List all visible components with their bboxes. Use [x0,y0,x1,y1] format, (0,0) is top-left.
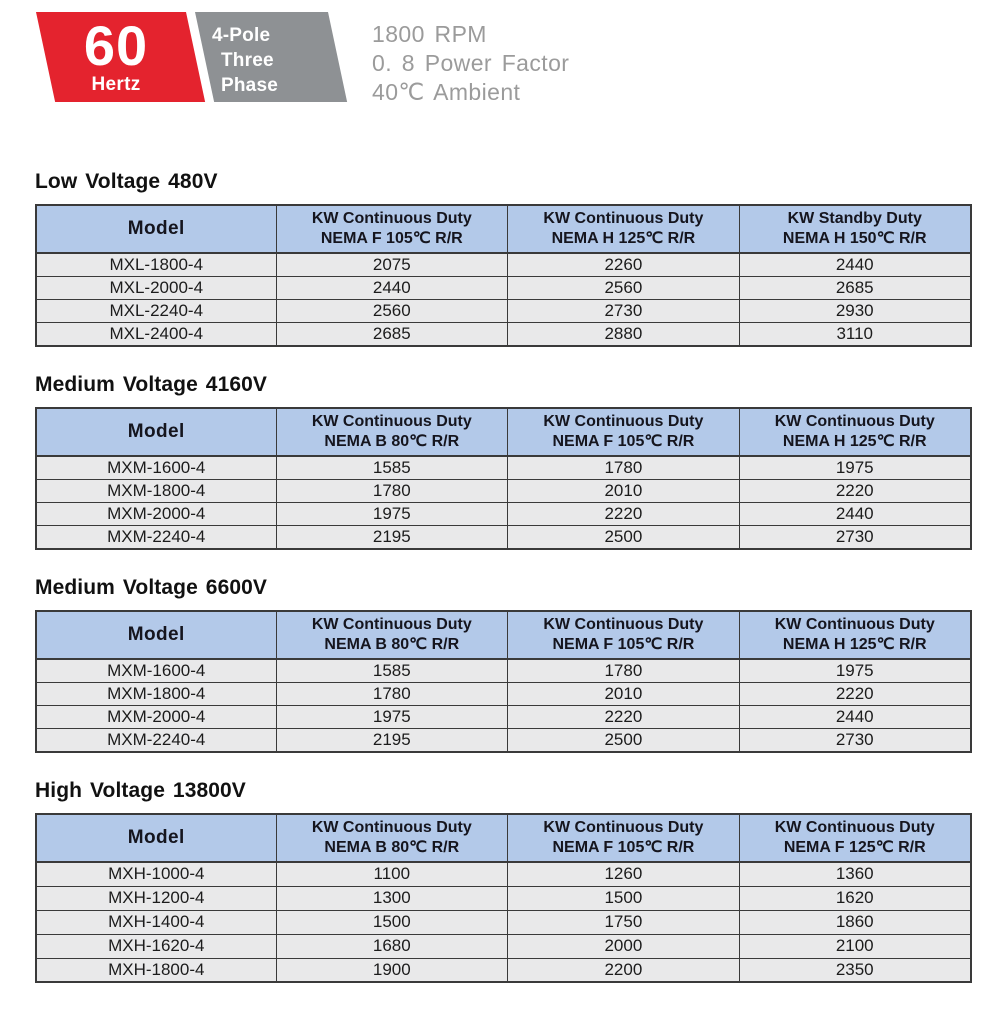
model-cell: MXL-2000-4 [36,277,276,300]
voltage-section [35,779,970,983]
table-row [36,910,971,934]
section-title: Medium Voltage 4160V [35,373,268,396]
kw-value-cell: 3110 [739,323,971,347]
kw-value-cell: 1300 [276,886,508,910]
kw-value-cell: 2685 [276,323,508,347]
voltage-sections [35,170,970,983]
column-title-line1: Model [127,624,185,645]
section-title: Low Voltage 480V [35,170,218,193]
kw-value-cell: 1750 [508,910,740,934]
column-title-line2: NEMA B 80℃ R/R [324,636,460,653]
spec-table [35,610,972,753]
spec-line-power-factor: 0. 8 Power Factor [372,50,570,76]
column-title-line1: KW Continuous Duty [543,819,704,836]
model-cell: MXM-2000-4 [36,706,276,729]
kw-value-cell: 1780 [508,659,740,683]
kw-column-header [739,408,971,456]
column-title-line1: KW Continuous Duty [311,616,472,633]
kw-value-cell: 2260 [508,253,740,277]
kw-value-cell: 2000 [508,934,740,958]
kw-value-cell: 2200 [508,958,740,982]
column-title-line1: KW Continuous Duty [543,413,704,430]
table-row [36,958,971,982]
kw-value-cell: 1585 [276,456,508,480]
model-cell: MXM-1600-4 [36,659,276,683]
kw-value-cell: 1585 [276,659,508,683]
model-column-header [36,814,276,862]
rating-conditions [372,12,569,107]
header-row [36,205,971,253]
column-title-line2: NEMA B 80℃ R/R [324,433,460,450]
kw-value-cell: 1860 [739,910,971,934]
kw-value-cell: 1500 [508,886,740,910]
header-badges [36,12,970,104]
kw-value-cell: 2075 [276,253,508,277]
kw-value-cell: 2440 [739,253,971,277]
kw-value-cell: 2440 [276,277,508,300]
frequency-badge [36,12,186,102]
kw-value-cell: 1780 [276,480,508,503]
kw-value-cell: 2220 [508,503,740,526]
table-row [36,934,971,958]
kw-value-cell: 1780 [508,456,740,480]
model-cell: MXL-2400-4 [36,323,276,347]
kw-value-cell: 2930 [739,300,971,323]
table-row [36,862,971,886]
column-title-line1: KW Continuous Duty [311,413,472,430]
kw-value-cell: 2500 [508,729,740,753]
kw-column-header [508,408,740,456]
pole-phase-badge [195,12,328,102]
spec-table [35,204,972,347]
table-row [36,277,971,300]
kw-value-cell: 2560 [276,300,508,323]
column-title-line2: NEMA B 80℃ R/R [324,839,460,856]
table-row [36,526,971,550]
column-title-line1: KW Continuous Duty [774,413,935,430]
model-cell: MXH-1620-4 [36,934,276,958]
column-title-line2: NEMA H 150℃ R/R [782,230,927,247]
table-row [36,729,971,753]
column-title-line2: NEMA F 105℃ R/R [320,230,463,247]
kw-column-header [276,611,508,659]
phase-label: Three Phase [221,50,278,96]
kw-value-cell: 1500 [276,910,508,934]
kw-value-cell: 2220 [508,706,740,729]
model-cell: MXM-2240-4 [36,729,276,753]
kw-value-cell: 2440 [739,706,971,729]
kw-value-cell: 1620 [739,886,971,910]
kw-value-cell: 2880 [508,323,740,347]
kw-column-header [508,611,740,659]
table-row [36,659,971,683]
model-cell: MXH-1800-4 [36,958,276,982]
kw-value-cell: 1975 [739,659,971,683]
column-title-line2: NEMA H 125℃ R/R [551,230,696,247]
voltage-section [35,373,970,550]
kw-value-cell: 2730 [739,729,971,753]
model-column-header [36,408,276,456]
kw-value-cell: 1975 [276,503,508,526]
kw-column-header [739,611,971,659]
voltage-section [35,576,970,753]
frequency-unit: Hertz [91,74,141,95]
model-cell: MXM-1800-4 [36,480,276,503]
column-title-line1: KW Continuous Duty [311,210,472,227]
table-row [36,503,971,526]
kw-value-cell: 2010 [508,480,740,503]
column-title-line1: KW Continuous Duty [543,616,704,633]
table-row [36,323,971,347]
model-cell: MXL-1800-4 [36,253,276,277]
model-cell: MXM-1600-4 [36,456,276,480]
kw-value-cell: 2195 [276,729,508,753]
kw-value-cell: 2500 [508,526,740,550]
kw-value-cell: 2100 [739,934,971,958]
kw-column-header [276,205,508,253]
kw-column-header [739,205,971,253]
column-title-line1: Model [127,218,185,239]
column-title-line2: NEMA H 125℃ R/R [782,636,927,653]
kw-value-cell: 1260 [508,862,740,886]
model-cell: MXH-1400-4 [36,910,276,934]
kw-value-cell: 2560 [508,277,740,300]
kw-value-cell: 2350 [739,958,971,982]
pole-label: 4-Pole [212,25,271,46]
model-cell: MXM-2000-4 [36,503,276,526]
kw-value-cell: 2220 [739,480,971,503]
table-row [36,886,971,910]
table-row [36,300,971,323]
kw-value-cell: 1360 [739,862,971,886]
column-title-line2: NEMA F 105℃ R/R [552,636,695,653]
kw-value-cell: 2685 [739,277,971,300]
column-title-line2: NEMA F 105℃ R/R [552,839,695,856]
column-title-line1: KW Continuous Duty [774,616,935,633]
kw-value-cell: 1680 [276,934,508,958]
kw-value-cell: 1780 [276,683,508,706]
spec-table [35,813,972,983]
table-row [36,706,971,729]
table-row [36,253,971,277]
model-column-header [36,611,276,659]
model-cell: MXL-2240-4 [36,300,276,323]
model-cell: MXH-1200-4 [36,886,276,910]
table-row [36,480,971,503]
kw-value-cell: 1100 [276,862,508,886]
table-row [36,683,971,706]
column-title-line1: Model [127,827,185,848]
section-title: Medium Voltage 6600V [35,576,268,599]
column-title-line1: KW Continuous Duty [543,210,704,227]
kw-value-cell: 2220 [739,683,971,706]
column-title-line2: NEMA F 125℃ R/R [783,839,926,856]
kw-column-header [276,814,508,862]
kw-value-cell: 1975 [739,456,971,480]
spec-line-ambient: 40℃ Ambient [372,79,521,105]
spec-line-rpm: 1800 RPM [372,21,487,47]
table-row [36,456,971,480]
kw-value-cell: 2440 [739,503,971,526]
kw-value-cell: 2195 [276,526,508,550]
header-row [36,814,971,862]
kw-column-header [276,408,508,456]
column-title-line1: KW Continuous Duty [311,819,472,836]
kw-value-cell: 1900 [276,958,508,982]
kw-value-cell: 1975 [276,706,508,729]
model-cell: MXH-1000-4 [36,862,276,886]
section-title: High Voltage 13800V [35,779,246,802]
spec-table [35,407,972,550]
header-row [36,611,971,659]
kw-column-header [508,814,740,862]
kw-column-header [508,205,740,253]
column-title-line2: NEMA H 125℃ R/R [782,433,927,450]
kw-value-cell: 2010 [508,683,740,706]
column-title-line1: KW Continuous Duty [774,819,935,836]
voltage-section [35,170,970,347]
model-cell: MXM-1800-4 [36,683,276,706]
header-row [36,408,971,456]
kw-value-cell: 2730 [739,526,971,550]
model-cell: MXM-2240-4 [36,526,276,550]
column-title-line2: NEMA F 105℃ R/R [552,433,695,450]
model-column-header [36,205,276,253]
frequency-value: 60 [83,14,149,77]
column-title-line1: KW Standby Duty [787,210,922,227]
kw-value-cell: 2730 [508,300,740,323]
column-title-line1: Model [127,421,185,442]
kw-column-header [739,814,971,862]
